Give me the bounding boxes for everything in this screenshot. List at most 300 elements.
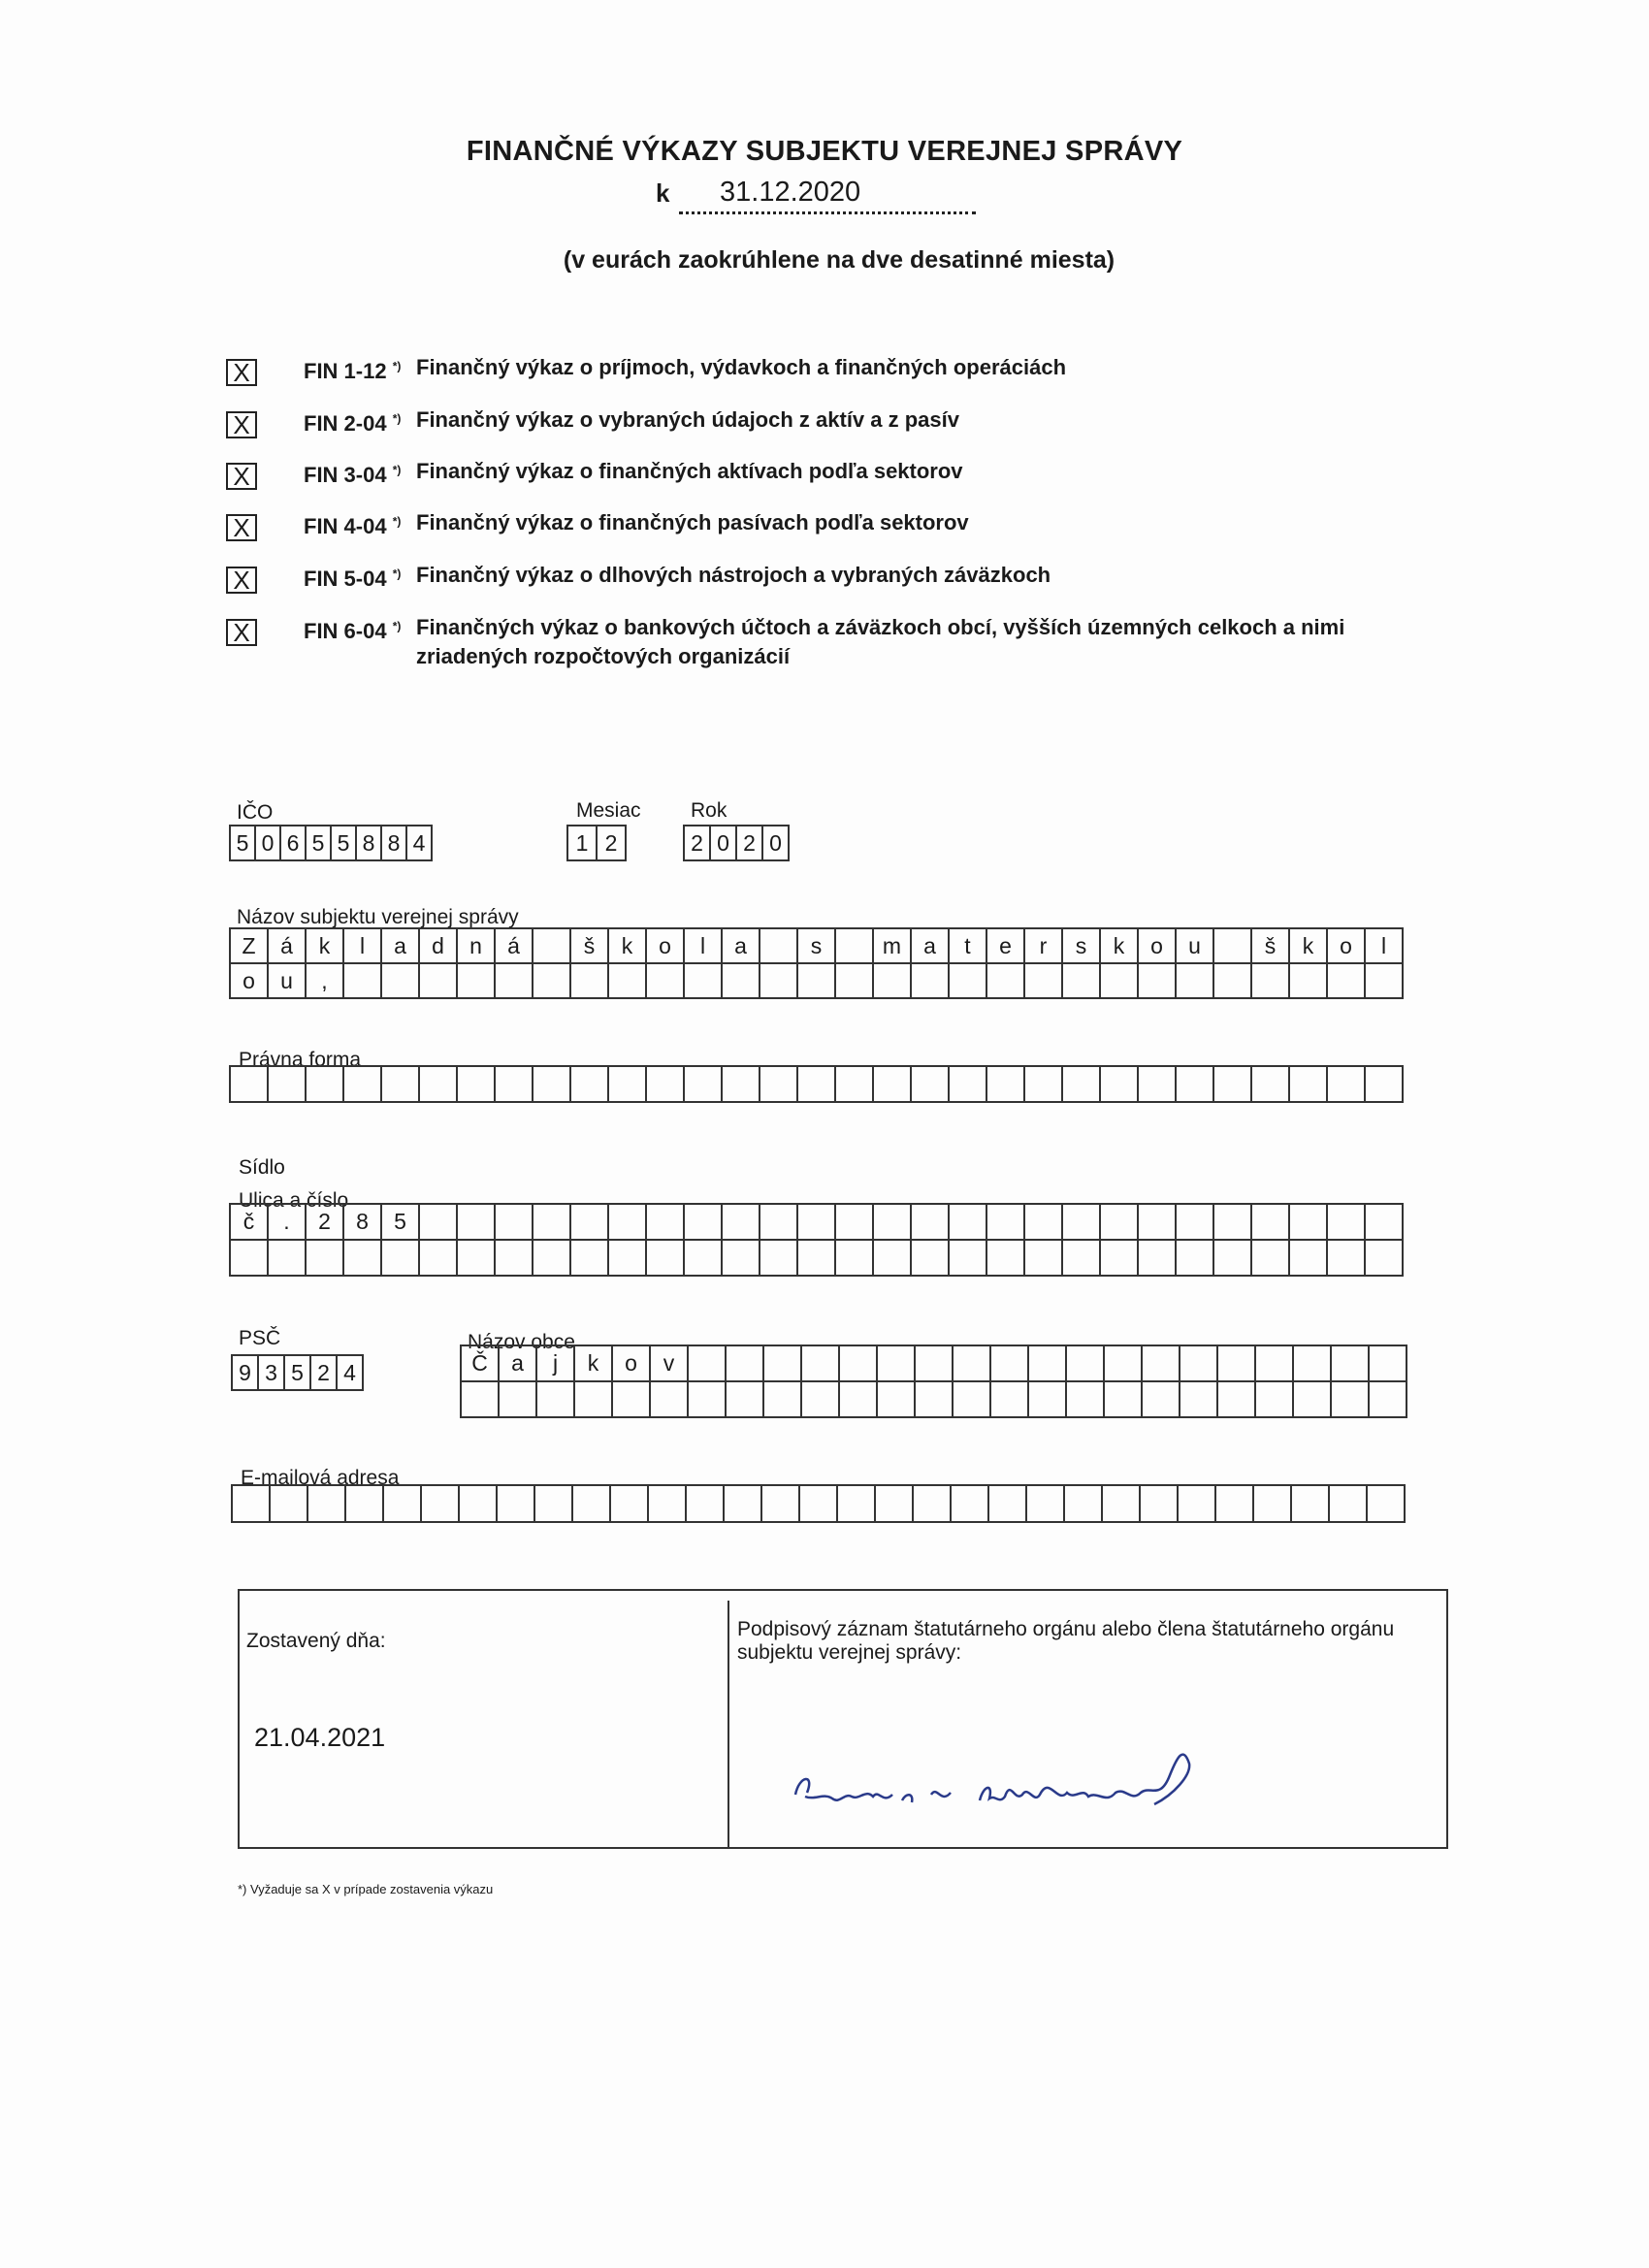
char-cell: l [685, 929, 723, 964]
char-cell [233, 1486, 271, 1523]
char-cell: 8 [344, 1205, 382, 1241]
char-cell [1214, 1241, 1252, 1277]
char-cell [1063, 964, 1101, 999]
char-cell [269, 1241, 307, 1277]
char-cell: 4 [338, 1356, 364, 1391]
char-cell: k [1101, 929, 1139, 964]
char-cell: 0 [763, 826, 790, 861]
char-cell: m [874, 929, 912, 964]
char-cell [535, 1486, 573, 1523]
char-cell: o [1139, 929, 1177, 964]
nazov-field[interactable] [229, 927, 1404, 999]
char-cell [1067, 1382, 1105, 1418]
char-cell [1366, 1205, 1404, 1241]
char-cell [987, 1067, 1025, 1103]
char-cell [1328, 964, 1366, 999]
report-code [304, 567, 401, 592]
char-cell [1290, 1205, 1328, 1241]
char-cell [723, 1067, 760, 1103]
char-cell [1332, 1382, 1370, 1418]
char-cell [1177, 964, 1214, 999]
char-cell: 3 [259, 1356, 285, 1391]
char-cell [422, 1486, 460, 1523]
char-cell [609, 1205, 647, 1241]
char-cell: k [307, 929, 344, 964]
char-cell [991, 1346, 1029, 1382]
report-description-line: Finančných výkaz o bankových účtoch a záväzkoch obcí, vyšších územných celkoch a nimi [416, 615, 1345, 639]
char-cell [912, 964, 950, 999]
char-cell [1256, 1382, 1294, 1418]
char-cell [496, 1241, 534, 1277]
page-subtitle: (v eurách zaokrúhlene na dve desatinné miesta) [563, 246, 1116, 274]
char-cell [498, 1486, 535, 1523]
report-checkbox[interactable]: X [226, 463, 257, 490]
char-cell [687, 1486, 725, 1523]
zostaveny-date[interactable]: 21.04.2021 [254, 1723, 386, 1752]
char-cell [952, 1486, 989, 1523]
char-cell [954, 1346, 991, 1382]
char-cell [760, 929, 798, 964]
char-cell [269, 1067, 307, 1103]
char-cell [987, 1241, 1025, 1277]
char-cell [760, 964, 798, 999]
char-cell [1290, 1067, 1328, 1103]
char-cell [840, 1346, 878, 1382]
report-footnote-mark: *) [392, 359, 402, 373]
char-cell: j [537, 1346, 575, 1382]
char-cell [534, 1067, 571, 1103]
char-cell [762, 1486, 800, 1523]
char-cell [1063, 1205, 1101, 1241]
char-cell [1065, 1486, 1103, 1523]
report-code [304, 463, 401, 488]
char-cell: 5 [285, 1356, 311, 1391]
podpis-label: Podpisový záznam štatutárneho orgánu alebo člena štatutárneho orgánu subjektu verejnej správy: [737, 1618, 1395, 1664]
char-cell [838, 1486, 876, 1523]
char-cell [496, 1205, 534, 1241]
report-checkbox[interactable]: X [226, 514, 257, 541]
char-cell [1103, 1486, 1141, 1523]
char-cell [462, 1382, 500, 1418]
char-cell [1332, 1346, 1370, 1382]
report-code [304, 619, 401, 644]
char-cell: l [1366, 929, 1404, 964]
char-cell [685, 1241, 723, 1277]
char-cell [1214, 1205, 1252, 1241]
char-cell: o [647, 929, 685, 964]
char-cell [460, 1486, 498, 1523]
char-cell [1139, 1205, 1177, 1241]
char-cell [231, 1241, 269, 1277]
date-prefix: k [656, 178, 670, 208]
char-cell [1328, 1067, 1366, 1103]
char-cell [685, 1205, 723, 1241]
char-cell [989, 1486, 1027, 1523]
char-cell [571, 964, 609, 999]
char-cell: k [1290, 929, 1328, 964]
report-code [304, 359, 401, 384]
char-cell [308, 1486, 346, 1523]
char-cell: 0 [256, 826, 281, 861]
mesiac-label: Mesiac [576, 799, 641, 822]
char-cell [836, 1205, 874, 1241]
char-cell [537, 1382, 575, 1418]
char-cell [1180, 1382, 1218, 1418]
page-title: FINANČNÉ VÝKAZY SUBJEKTU VEREJNEJ SPRÁVY [466, 136, 1183, 167]
char-cell [1029, 1346, 1067, 1382]
char-cell [1366, 964, 1404, 999]
char-cell [458, 964, 496, 999]
char-cell [760, 1205, 798, 1241]
ulica-field[interactable] [229, 1203, 1404, 1277]
char-cell: 5 [332, 826, 357, 861]
char-cell: 5 [382, 1205, 420, 1241]
rok-field[interactable] [683, 825, 790, 861]
char-cell [1252, 964, 1290, 999]
char-cell [1290, 1241, 1328, 1277]
char-cell [1294, 1346, 1332, 1382]
char-cell [950, 1241, 987, 1277]
char-cell [914, 1486, 952, 1523]
char-cell [609, 1067, 647, 1103]
char-cell: 2 [598, 826, 627, 861]
char-cell [800, 1486, 838, 1523]
char-cell [534, 964, 571, 999]
char-cell [1063, 1241, 1101, 1277]
char-cell: š [1252, 929, 1290, 964]
char-cell: a [382, 929, 420, 964]
char-cell [1027, 1486, 1065, 1523]
char-cell [382, 964, 420, 999]
char-cell: 6 [281, 826, 307, 861]
email-field[interactable] [231, 1484, 1406, 1523]
char-cell [987, 964, 1025, 999]
report-description-line: Finančný výkaz o dlhových nástrojoch a vybraných záväzkoch [416, 563, 1051, 587]
char-cell [1139, 964, 1177, 999]
char-cell [573, 1486, 611, 1523]
char-cell: á [269, 929, 307, 964]
report-code [304, 411, 401, 437]
obec-label: Názov obce [468, 1331, 575, 1353]
char-cell [1139, 1241, 1177, 1277]
char-cell [1214, 929, 1252, 964]
char-cell [1292, 1486, 1330, 1523]
char-cell [496, 964, 534, 999]
report-footnote-mark: *) [392, 411, 402, 426]
char-cell: á [496, 929, 534, 964]
char-cell [571, 1241, 609, 1277]
char-cell [1216, 1486, 1254, 1523]
char-cell [647, 964, 685, 999]
ico-field[interactable] [229, 825, 433, 861]
char-cell [609, 1241, 647, 1277]
char-cell: k [609, 929, 647, 964]
psc-label: PSČ [239, 1327, 281, 1349]
psc-field[interactable] [231, 1354, 364, 1391]
char-cell: t [950, 929, 987, 964]
report-footnote-mark: *) [392, 619, 402, 633]
char-cell [798, 1205, 836, 1241]
char-cell: 9 [233, 1356, 259, 1391]
char-cell: Č [462, 1346, 500, 1382]
report-code-text: FIN 5-04 [304, 567, 387, 591]
report-code-text: FIN 2-04 [304, 411, 387, 436]
char-cell [1366, 1241, 1404, 1277]
zostaveny-label: Zostavený dňa: [246, 1630, 386, 1652]
char-cell [1025, 1067, 1063, 1103]
char-cell [534, 929, 571, 964]
char-cell [534, 1205, 571, 1241]
char-cell [916, 1346, 954, 1382]
char-cell [1139, 1067, 1177, 1103]
char-cell [874, 1205, 912, 1241]
char-cell: o [613, 1346, 651, 1382]
char-cell [1063, 1067, 1101, 1103]
report-footnote-mark: *) [392, 567, 402, 581]
char-cell: Z [231, 929, 269, 964]
email-label: E-mailová adresa [241, 1467, 400, 1489]
char-cell: 8 [357, 826, 382, 861]
char-cell [802, 1346, 840, 1382]
report-checkbox[interactable]: X [226, 567, 257, 594]
report-checkbox[interactable]: X [226, 359, 257, 386]
char-cell: š [571, 929, 609, 964]
char-cell [420, 964, 458, 999]
char-cell: č [231, 1205, 269, 1241]
char-cell: 5 [307, 826, 332, 861]
char-cell [1254, 1486, 1292, 1523]
char-cell [1105, 1382, 1143, 1418]
char-cell [1143, 1346, 1180, 1382]
char-cell [609, 964, 647, 999]
char-cell [874, 1067, 912, 1103]
char-cell: 0 [711, 826, 737, 861]
char-cell: 2 [685, 826, 711, 861]
char-cell [649, 1486, 687, 1523]
char-cell [458, 1067, 496, 1103]
char-cell: u [1177, 929, 1214, 964]
char-cell [916, 1382, 954, 1418]
char-cell [1101, 1241, 1139, 1277]
report-description-line: Finančný výkaz o príjmoch, výdavkoch a finančných operáciách [416, 355, 1067, 379]
char-cell [647, 1241, 685, 1277]
char-cell [420, 1241, 458, 1277]
char-cell [689, 1346, 727, 1382]
char-cell [307, 1241, 344, 1277]
char-cell [384, 1486, 422, 1523]
char-cell: 8 [382, 826, 407, 861]
char-cell [878, 1382, 916, 1418]
char-cell [611, 1486, 649, 1523]
char-cell [344, 964, 382, 999]
char-cell: a [500, 1346, 537, 1382]
char-cell [1252, 1205, 1290, 1241]
char-cell [723, 1241, 760, 1277]
char-cell: r [1025, 929, 1063, 964]
char-cell [727, 1346, 764, 1382]
report-footnote-mark: *) [392, 514, 402, 529]
char-cell [876, 1486, 914, 1523]
char-cell [1177, 1241, 1214, 1277]
char-cell [344, 1067, 382, 1103]
char-cell [382, 1067, 420, 1103]
char-cell [496, 1067, 534, 1103]
char-cell [1368, 1486, 1406, 1523]
char-cell [1025, 1241, 1063, 1277]
char-cell [912, 1241, 950, 1277]
report-description-line: Finančný výkaz o finančných pasívach podľa sektorov [416, 510, 969, 535]
report-description [416, 508, 969, 537]
char-cell [1330, 1486, 1368, 1523]
char-cell: a [723, 929, 760, 964]
report-description [416, 353, 1066, 382]
char-cell [1025, 964, 1063, 999]
char-cell [912, 1067, 950, 1103]
char-cell [760, 1067, 798, 1103]
char-cell: . [269, 1205, 307, 1241]
char-cell [1179, 1486, 1216, 1523]
char-cell: l [344, 929, 382, 964]
char-cell [1252, 1067, 1290, 1103]
char-cell [954, 1382, 991, 1418]
char-cell [912, 1205, 950, 1241]
char-cell [1218, 1346, 1256, 1382]
char-cell: 4 [407, 826, 433, 861]
ico-label: IČO [237, 801, 274, 824]
char-cell: 1 [568, 826, 598, 861]
char-cell: 5 [231, 826, 256, 861]
char-cell [1101, 964, 1139, 999]
pravna-forma-label: Právna forma [239, 1049, 362, 1071]
char-cell: 2 [737, 826, 763, 861]
char-cell [1101, 1205, 1139, 1241]
char-cell [874, 1241, 912, 1277]
char-cell: , [307, 964, 344, 999]
char-cell: a [912, 929, 950, 964]
char-cell [613, 1382, 651, 1418]
char-cell: 2 [311, 1356, 338, 1391]
char-cell [346, 1486, 384, 1523]
char-cell [1105, 1346, 1143, 1382]
char-cell [1067, 1346, 1105, 1382]
char-cell: n [458, 929, 496, 964]
char-cell: s [1063, 929, 1101, 964]
char-cell: k [575, 1346, 613, 1382]
report-checkbox[interactable]: X [226, 619, 257, 646]
mesiac-field[interactable] [566, 825, 627, 861]
report-code-text: FIN 1-12 [304, 359, 387, 383]
char-cell [802, 1382, 840, 1418]
signature-drawing [786, 1736, 1251, 1843]
char-cell [836, 964, 874, 999]
char-cell [500, 1382, 537, 1418]
char-cell [1143, 1382, 1180, 1418]
char-cell [231, 1067, 269, 1103]
char-cell [1256, 1346, 1294, 1382]
char-cell [534, 1241, 571, 1277]
char-cell [307, 1067, 344, 1103]
char-cell [1370, 1382, 1407, 1418]
char-cell [1328, 1205, 1366, 1241]
char-cell [575, 1382, 613, 1418]
char-cell [420, 1067, 458, 1103]
char-cell [685, 964, 723, 999]
char-cell [723, 964, 760, 999]
char-cell [987, 1205, 1025, 1241]
date-dotted-line [679, 211, 976, 214]
report-description [416, 613, 1344, 671]
char-cell [723, 1205, 760, 1241]
char-cell [727, 1382, 764, 1418]
char-cell [1214, 1067, 1252, 1103]
char-cell [271, 1486, 308, 1523]
report-checkbox[interactable]: X [226, 411, 257, 438]
char-cell [840, 1382, 878, 1418]
char-cell [798, 964, 836, 999]
char-cell [685, 1067, 723, 1103]
char-cell [1294, 1382, 1332, 1418]
char-cell [836, 1241, 874, 1277]
sidlo-label: Sídlo [239, 1156, 285, 1179]
char-cell [1141, 1486, 1179, 1523]
char-cell [798, 1241, 836, 1277]
char-cell [1025, 1205, 1063, 1241]
char-cell [950, 1067, 987, 1103]
char-cell [571, 1205, 609, 1241]
char-cell [874, 964, 912, 999]
report-footnote-mark: *) [392, 463, 402, 477]
char-cell [798, 1067, 836, 1103]
char-cell [991, 1382, 1029, 1418]
char-cell [725, 1486, 762, 1523]
pravna-forma-field[interactable] [229, 1065, 1404, 1103]
char-cell [764, 1382, 802, 1418]
char-cell: e [987, 929, 1025, 964]
char-cell [344, 1241, 382, 1277]
char-cell: 2 [307, 1205, 344, 1241]
report-description [416, 457, 963, 486]
rok-label: Rok [691, 799, 728, 822]
char-cell [1370, 1346, 1407, 1382]
char-cell: v [651, 1346, 689, 1382]
char-cell [458, 1241, 496, 1277]
char-cell [651, 1382, 689, 1418]
char-cell [689, 1382, 727, 1418]
ulica-label: Ulica a číslo [239, 1189, 349, 1212]
report-code [304, 514, 401, 539]
char-cell [950, 964, 987, 999]
char-cell [1252, 1241, 1290, 1277]
char-cell [647, 1205, 685, 1241]
obec-field[interactable] [460, 1345, 1407, 1418]
report-date[interactable]: 31.12.2020 [720, 177, 861, 208]
char-cell: o [231, 964, 269, 999]
footnote: *) Vyžaduje sa X v prípade zostavenia výkazu [238, 1882, 494, 1896]
char-cell [1029, 1382, 1067, 1418]
char-cell [420, 1205, 458, 1241]
char-cell [647, 1067, 685, 1103]
char-cell [1180, 1346, 1218, 1382]
char-cell [1366, 1067, 1404, 1103]
char-cell [878, 1346, 916, 1382]
report-code-text: FIN 3-04 [304, 463, 387, 487]
char-cell: o [1328, 929, 1366, 964]
char-cell: s [798, 929, 836, 964]
char-cell [458, 1205, 496, 1241]
char-cell [1218, 1382, 1256, 1418]
report-description-line: zriadených rozpočtových organizácií [416, 644, 791, 668]
char-cell [571, 1067, 609, 1103]
